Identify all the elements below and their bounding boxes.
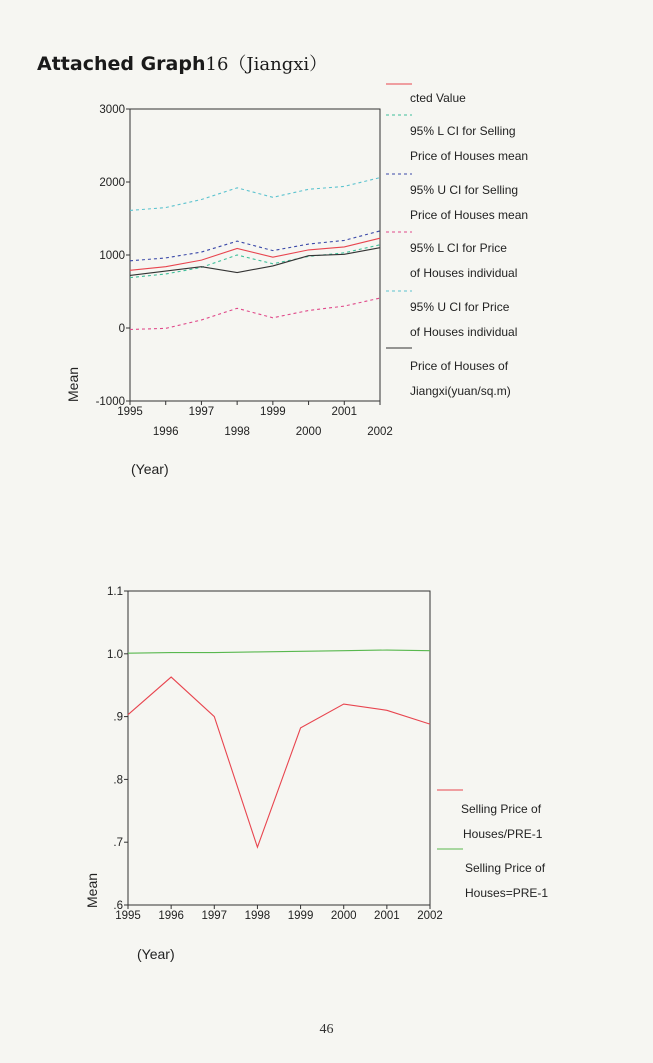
plot-frame bbox=[128, 591, 430, 905]
x-tick-label: 1997 bbox=[201, 910, 228, 922]
y-tick-label: 1000 bbox=[99, 250, 125, 262]
y-tick-label: .7 bbox=[113, 837, 123, 850]
series-line-2 bbox=[128, 650, 430, 653]
x-tick-label: 1995 bbox=[117, 406, 143, 418]
y-tick-label: 2000 bbox=[99, 177, 125, 189]
y-tick-label: 1.1 bbox=[107, 586, 123, 598]
x-tick-label: 1998 bbox=[244, 910, 271, 922]
x-tick-label: 1996 bbox=[152, 426, 179, 438]
y-axis-title: Mean bbox=[84, 872, 100, 908]
legend-label: Price of Houses mean bbox=[410, 149, 529, 163]
page-number: 46 bbox=[319, 1022, 334, 1037]
x-axis-title: (Year) bbox=[131, 461, 169, 477]
legend-label: 95% L CI for Selling bbox=[410, 124, 516, 138]
legend-label: Jiangxi(yuan/sq.m) bbox=[410, 384, 511, 398]
page-title-suffix: 16（Jiangxi） bbox=[205, 54, 328, 75]
x-tick-label: 1996 bbox=[158, 910, 184, 922]
y-tick-label: -1000 bbox=[95, 396, 125, 408]
legend-label: Price of Houses mean bbox=[410, 208, 529, 222]
x-tick-label: 1998 bbox=[224, 426, 250, 438]
x-tick-label: 2002 bbox=[417, 910, 443, 922]
x-tick-label: 2000 bbox=[330, 910, 357, 922]
legend-label: 95% U CI for Selling bbox=[410, 183, 519, 197]
legend-label: Houses=PRE-1 bbox=[465, 886, 549, 900]
y-tick-label: 1.0 bbox=[107, 648, 123, 661]
x-tick-label: 2001 bbox=[374, 910, 400, 922]
x-tick-label: 2000 bbox=[295, 426, 322, 438]
legend-label: Selling Price of bbox=[465, 861, 546, 875]
x-tick-label: 2001 bbox=[331, 406, 358, 418]
y-tick-label: .8 bbox=[113, 774, 123, 787]
x-tick-label: 1999 bbox=[260, 406, 286, 418]
legend-label: Houses/PRE-1 bbox=[463, 827, 543, 841]
legend-label: cted Value bbox=[410, 91, 466, 105]
legend-label: of Houses individual bbox=[410, 266, 518, 280]
y-tick-label: .9 bbox=[113, 711, 123, 724]
x-tick-label: 2002 bbox=[367, 426, 393, 438]
legend-label: 95% L CI for Price bbox=[410, 241, 507, 255]
y-tick-label: 3000 bbox=[99, 104, 125, 116]
y-tick-label: 0 bbox=[118, 323, 125, 335]
x-tick-label: 1999 bbox=[287, 910, 314, 922]
page-title-bold: Attached Graph bbox=[37, 53, 206, 75]
legend-label: of Houses individual bbox=[410, 325, 518, 339]
y-axis-title: Mean bbox=[65, 366, 81, 402]
x-tick-label: 1997 bbox=[188, 406, 215, 418]
legend-label: Selling Price of bbox=[461, 802, 542, 816]
series-line-1 bbox=[128, 677, 430, 847]
legend-label: Price of Houses of bbox=[410, 359, 509, 373]
y-tick-label: .6 bbox=[113, 900, 123, 912]
x-tick-label: 1995 bbox=[115, 910, 141, 922]
x-axis-title: (Year) bbox=[137, 946, 175, 962]
legend-label: 95% U CI for Price bbox=[410, 300, 510, 314]
